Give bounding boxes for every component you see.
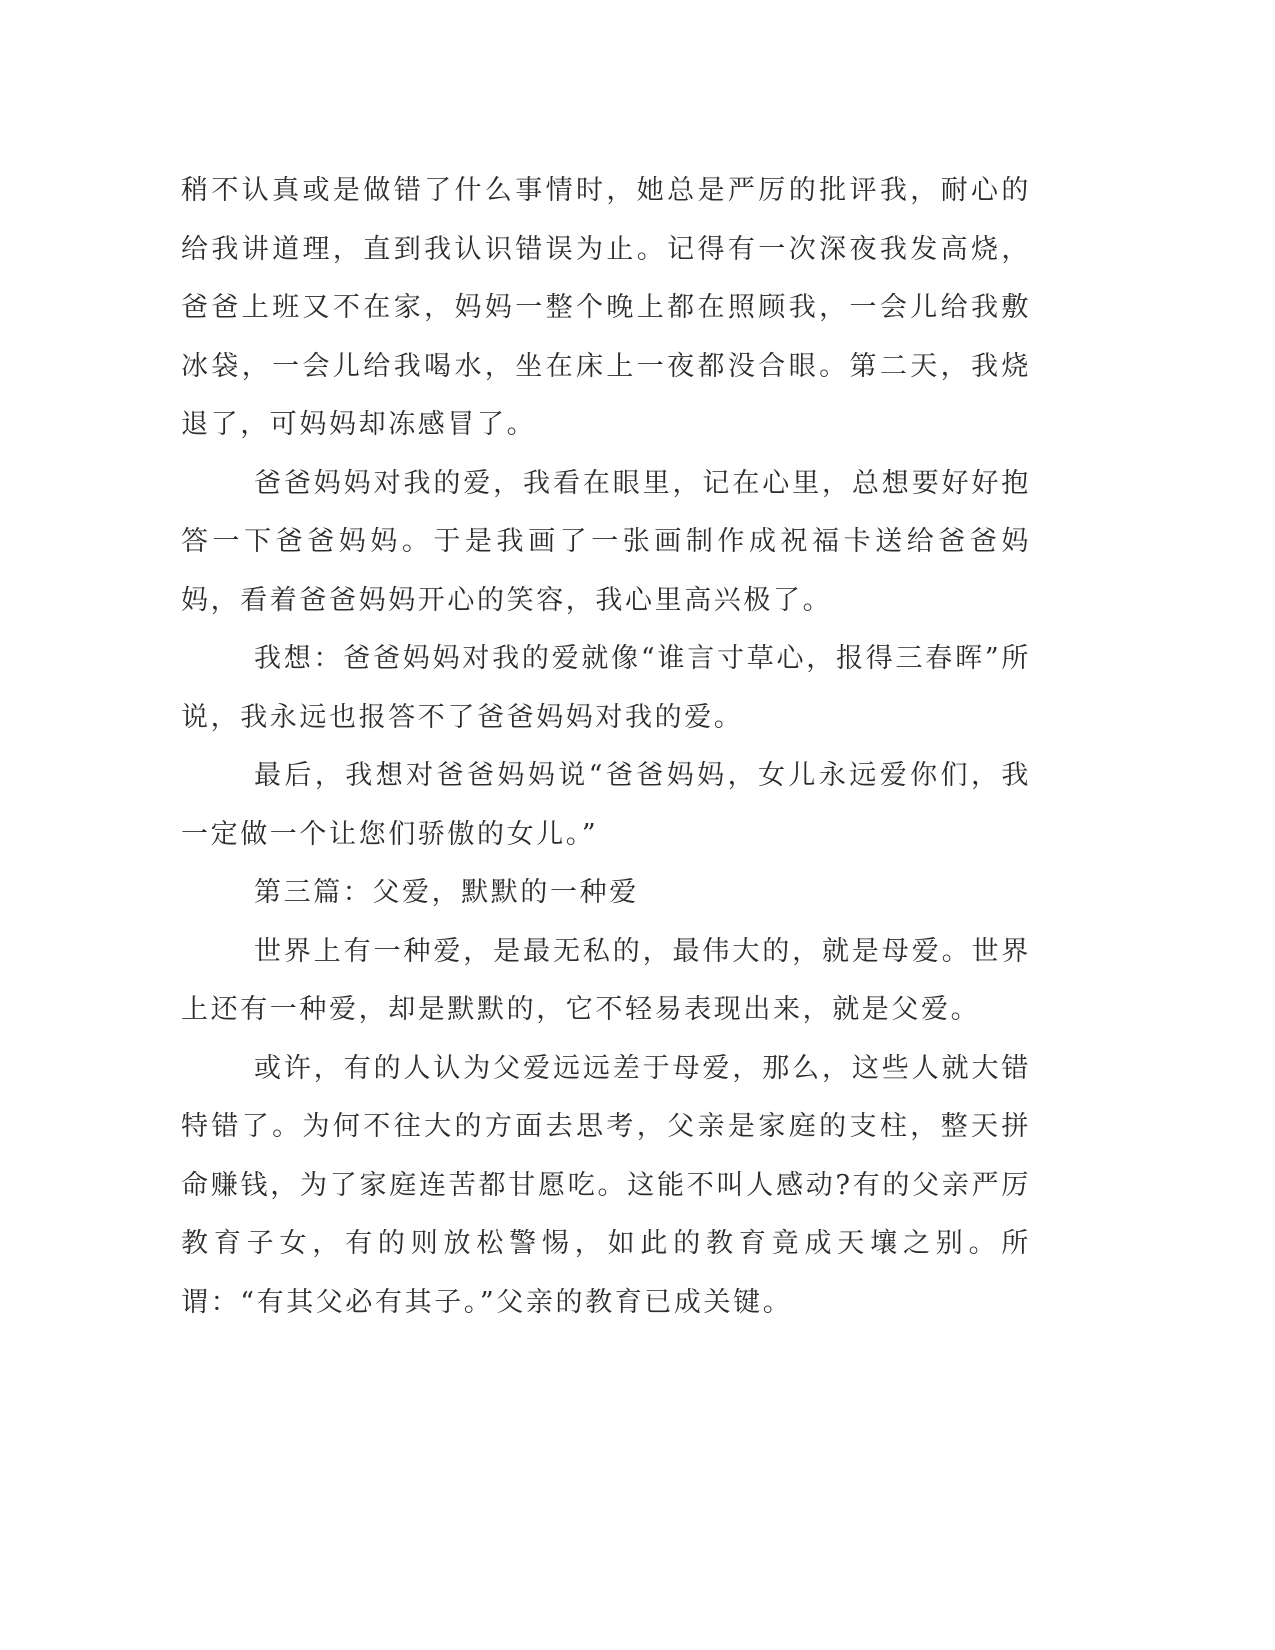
paragraph-continuation: 稍不认真或是做错了什么事情时，她总是严厉的批评我，耐心的给我讲道理，直到我认识错误为止。记得有一次深夜我发高烧，爸爸上班又不在家，妈妈一整个晚上都在照顾我，一会儿给我敷冰袋，一会儿给我喝水，坐在床上一夜都没合眼。第二天，我烧退了，可妈妈却冻感冒了。	[181, 175, 1031, 440]
section-heading: 第三篇：父爱，默默的一种爱	[254, 877, 639, 908]
document-body	[181, 162, 1031, 1332]
paragraph: 最后，我想对爸爸妈妈说“爸爸妈妈，女儿永远爱你们，我一定做一个让您们骄傲的女儿。”	[181, 760, 1031, 850]
paragraph: 爸爸妈妈对我的爱，我看在眼里，记在心里，总想要好好抱答一下爸爸妈妈。于是我画了一张画制作成祝福卡送给爸爸妈妈，看着爸爸妈妈开心的笑容，我心里高兴极了。	[181, 467, 1031, 616]
paragraph: 我想：爸爸妈妈对我的爱就像“谁言寸草心，报得三春晖”所说，我永远也报答不了爸爸妈妈对我的爱。	[181, 643, 1031, 733]
paragraph: 世界上有一种爱，是最无私的，最伟大的，就是母爱。世界上还有一种爱，却是默默的，它不轻易表现出来，就是父爱。	[181, 935, 1031, 1025]
paragraph: 或许，有的人认为父爱远远差于母爱，那么，这些人就大错特错了。为何不往大的方面去思考，父亲是家庭的支柱，整天拼命赚钱，为了家庭连苦都甘愿吃。这能不叫人感动?有的父亲严厉教育子女，有的则放松警惕，如此的教育竟成天壤之别。所谓：“有其父必有其子。”父亲的教育已成关键。	[181, 1052, 1031, 1318]
